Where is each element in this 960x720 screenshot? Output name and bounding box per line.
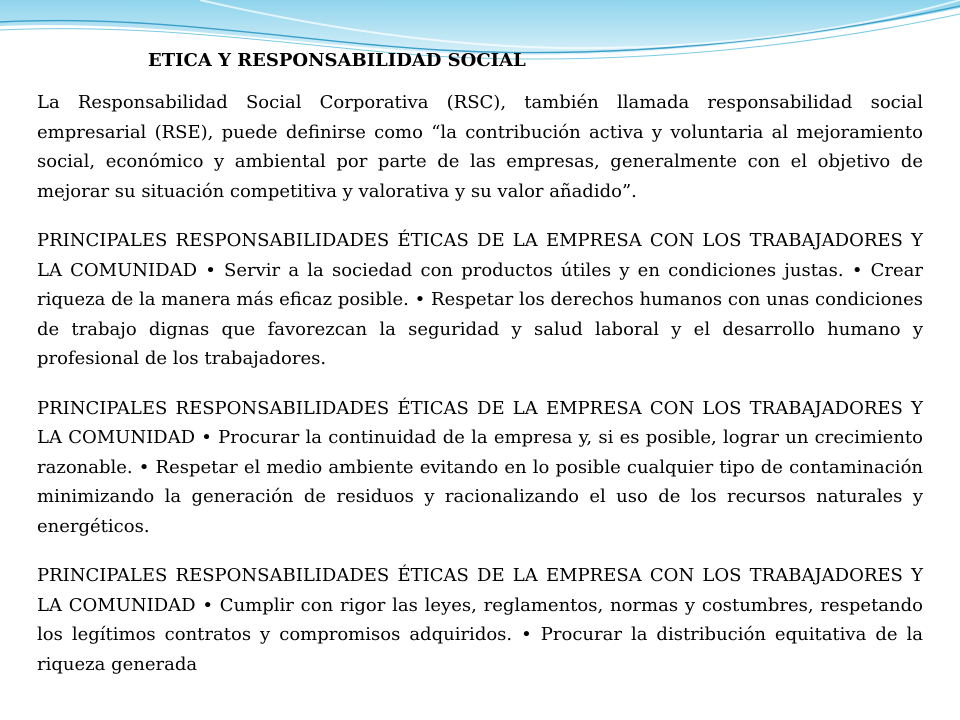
paragraph-responsibilities-3: PRINCIPALES RESPONSABILIDADES ÉTICAS DE LA EMPRESA CON LOS TRABAJADORES Y LA COMUNIDAD • Cumplir con rigor las leyes, reglamentos, normas y costumbres, respetando los legítimos contratos y compromisos adquiridos. • Procurar la distribución equitativa de la riqueza generada <box>37 565 923 675</box>
slide-title: ETICA Y RESPONSABILIDAD SOCIAL <box>148 50 526 71</box>
paragraph-responsibilities-1: PRINCIPALES RESPONSABILIDADES ÉTICAS DE LA EMPRESA CON LOS TRABAJADORES Y LA COMUNIDAD • Servir a la sociedad con productos útiles y en condiciones justas. • Crear riqueza de la manera más eficaz posible. • Respetar los derechos humanos con unas condiciones de trabajo dignas que favorezcan la seguridad y salud laboral y el desarrollo humano y profesional de los trabajadores. <box>37 230 923 369</box>
wave-fill <box>0 0 960 55</box>
paragraph-responsibilities-2: PRINCIPALES RESPONSABILIDADES ÉTICAS DE LA EMPRESA CON LOS TRABAJADORES Y LA COMUNIDAD • Procurar la continuidad de la empresa y, si es posible, lograr un crecimiento razonable. • Respetar el medio ambiente evitando en lo posible cualquier tipo de contaminación minimizando la generación de residuos y racionalizando el uso de los recursos naturales y energéticos. <box>37 397 923 537</box>
slide-body <box>37 88 923 699</box>
paragraph-rsc-definition: La Responsabilidad Social Corporativa (RSC), también llamada responsabilidad social empresarial (RSE), puede definirse como “la contribución activa y voluntaria al mejoramiento social, económico y ambiental por parte de las empresas, generalmente con el objetivo de mejorar su situación competitiva y valorativa y su valor añadido”. <box>37 92 923 202</box>
